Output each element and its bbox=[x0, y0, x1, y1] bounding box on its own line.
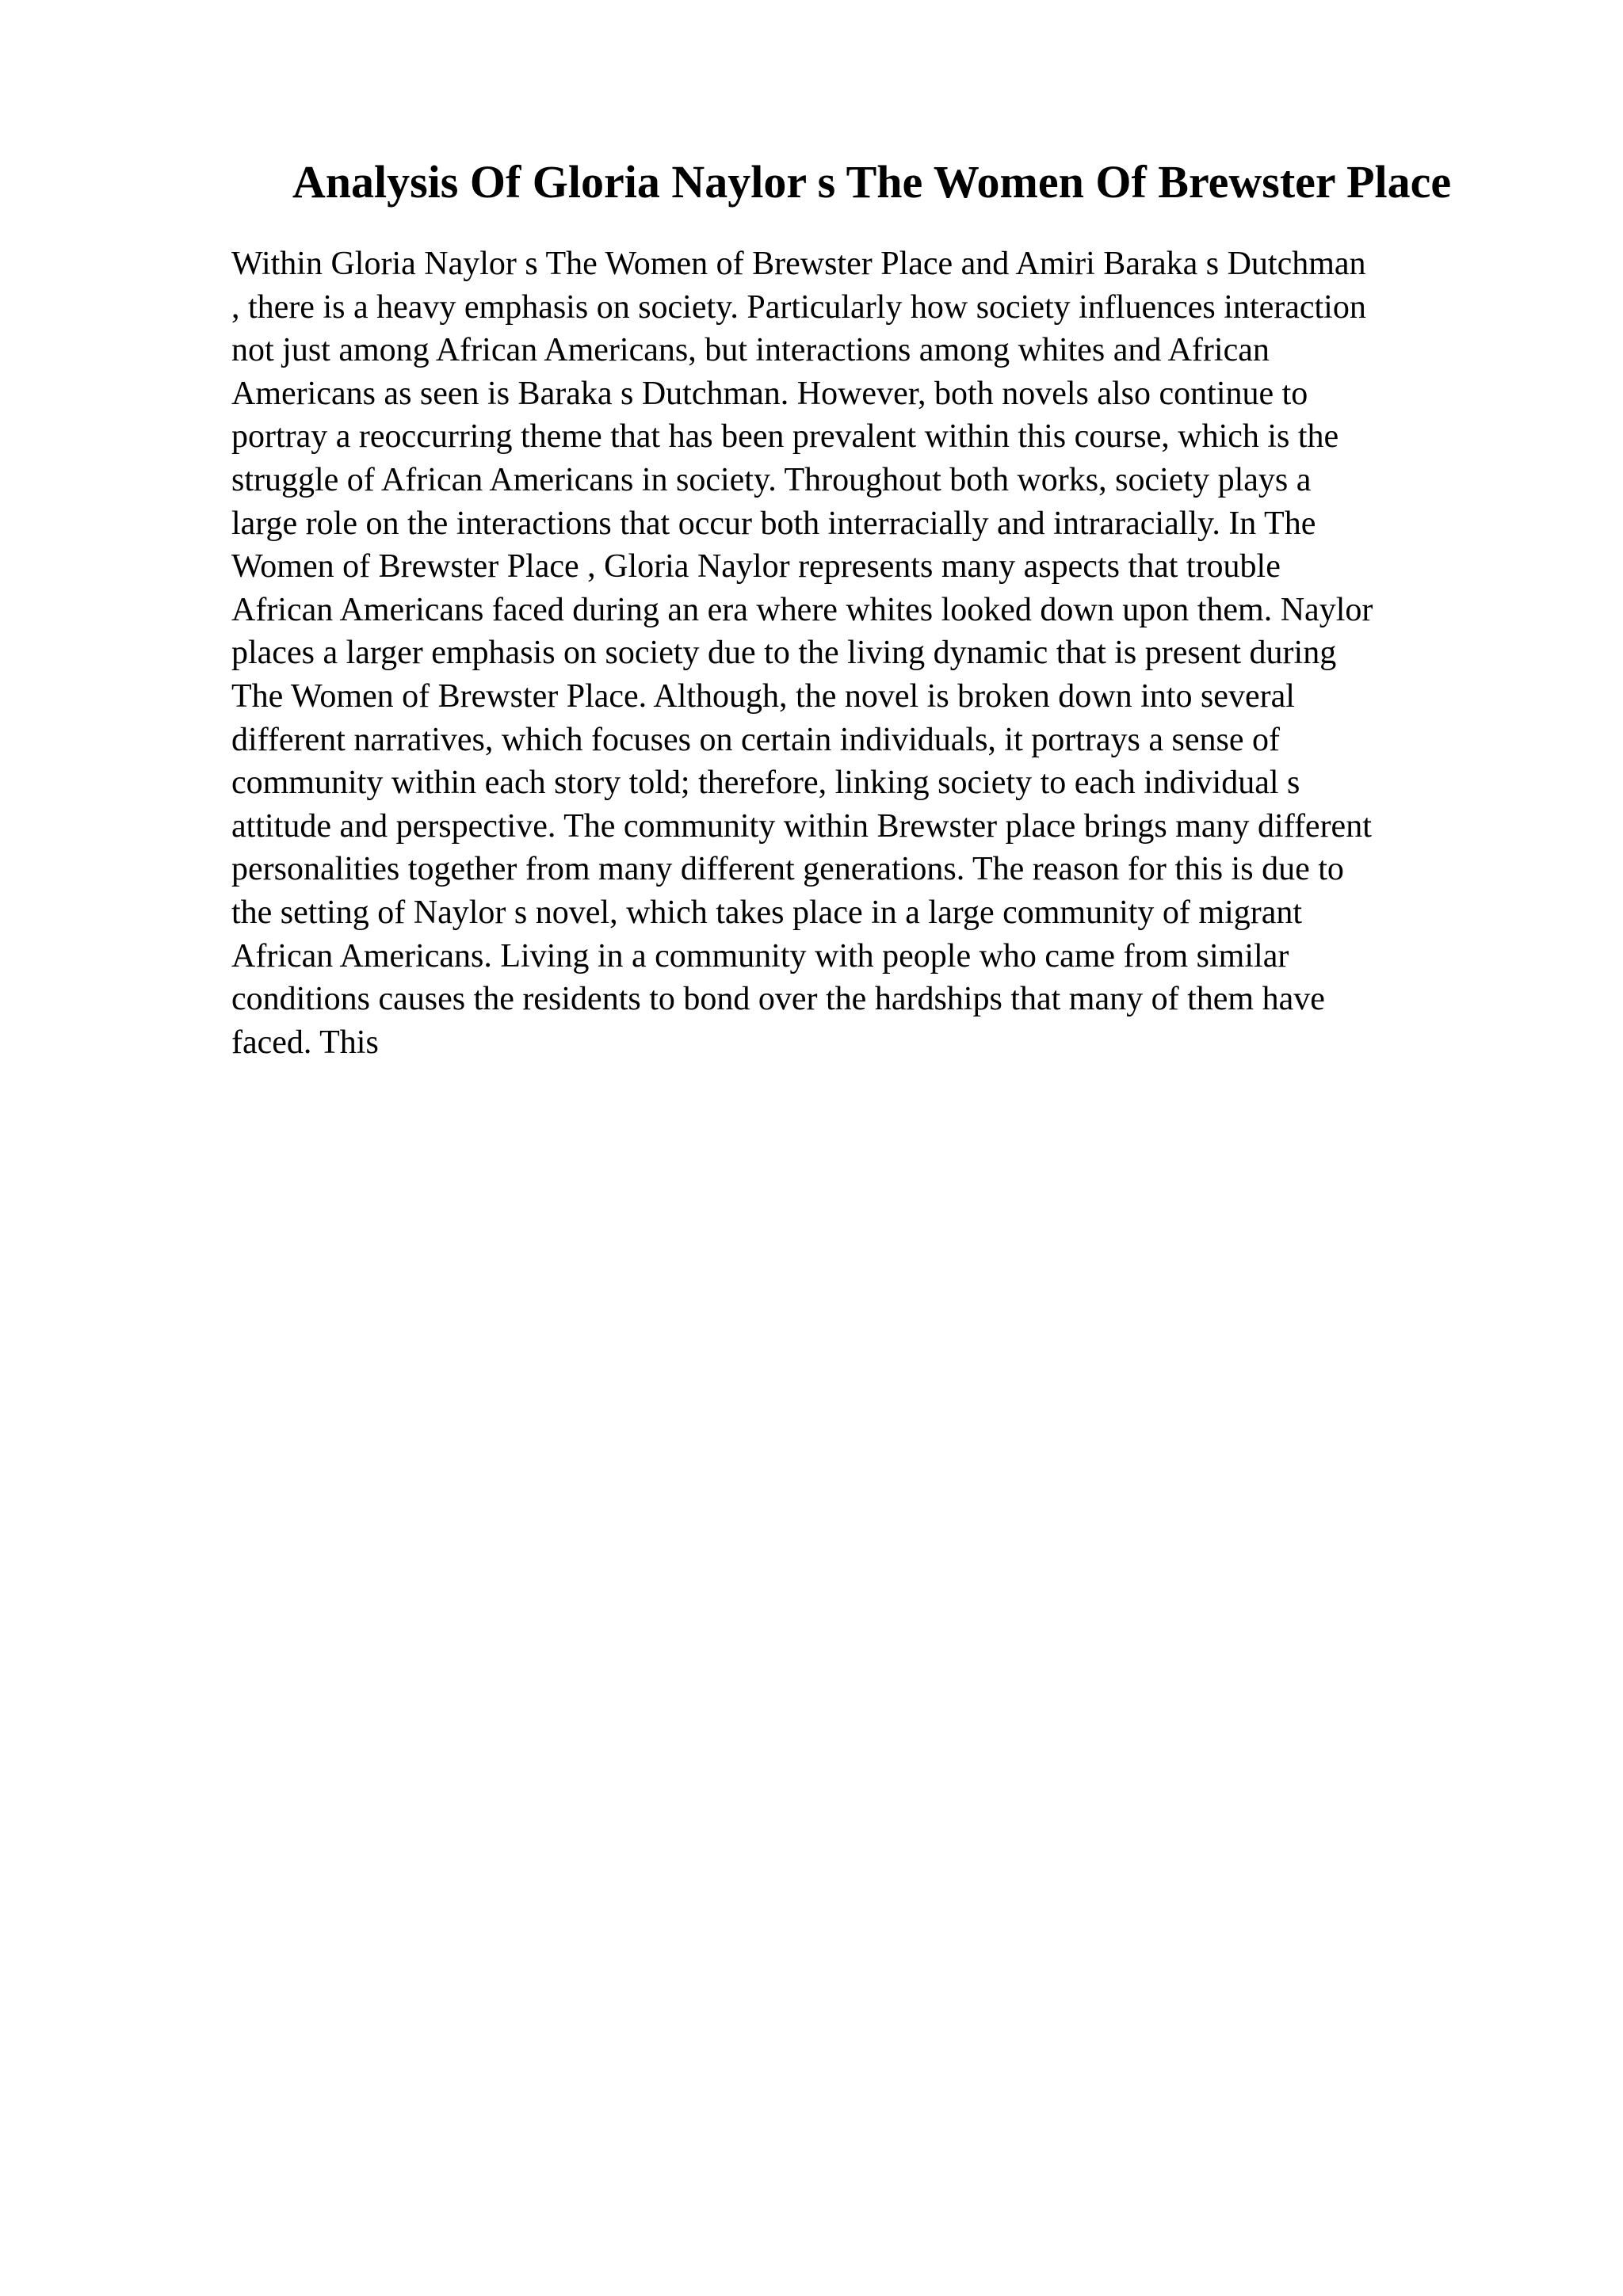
body-paragraph bbox=[231, 242, 1531, 1064]
paragraph-line: personalities together from many different generations. The reason for this is due to bbox=[231, 851, 1344, 888]
paragraph-line: Americans as seen is Baraka s Dutchman. However, both novels also continue to bbox=[231, 375, 1308, 412]
paragraph-line: conditions causes the residents to bond over the hardships that many of them have bbox=[231, 981, 1325, 1018]
paragraph-line: community within each story told; therefore, linking society to each individual s bbox=[231, 765, 1300, 802]
paragraph-line: attitude and perspective. The community within Brewster place brings many different bbox=[231, 807, 1372, 845]
paragraph-line: African Americans faced during an era where whites looked down upon them. Naylor bbox=[231, 591, 1373, 628]
paragraph-line: different narratives, which focuses on certain individuals, it portrays a sense of bbox=[231, 721, 1280, 758]
paragraph-line: the setting of Naylor s novel, which takes place in a large community of migrant bbox=[231, 894, 1303, 931]
paragraph-line: The Women of Brewster Place. Although, the novel is broken down into several bbox=[231, 677, 1295, 715]
paragraph-line: large role on the interactions that occur both interracially and intraracially. In The bbox=[231, 505, 1316, 542]
paragraph-line: struggle of African Americans in society. Throughout both works, society plays a bbox=[231, 461, 1312, 498]
paragraph-line: , there is a heavy emphasis on society. Particularly how society influences interaction bbox=[231, 288, 1366, 326]
document-title: Analysis Of Gloria Naylor s The Women Of Brewster Place bbox=[292, 156, 1452, 208]
paragraph-line: Women of Brewster Place , Gloria Naylor represents many aspects that trouble bbox=[231, 548, 1281, 585]
paragraph-line: Within Gloria Naylor s The Women of Brewster Place and Amiri Baraka s Dutchman bbox=[231, 246, 1366, 282]
paragraph-line: faced. This bbox=[231, 1024, 379, 1061]
paragraph-line: African Americans. Living in a community with people who came from similar bbox=[231, 937, 1289, 974]
paragraph-line: places a larger emphasis on society due to the living dynamic that is present during bbox=[231, 635, 1337, 672]
paragraph-line: not just among African Americans, but interactions among whites and African bbox=[231, 332, 1270, 369]
paragraph-line: portray a reoccurring theme that has been prevalent within this course, which is the bbox=[231, 418, 1339, 456]
